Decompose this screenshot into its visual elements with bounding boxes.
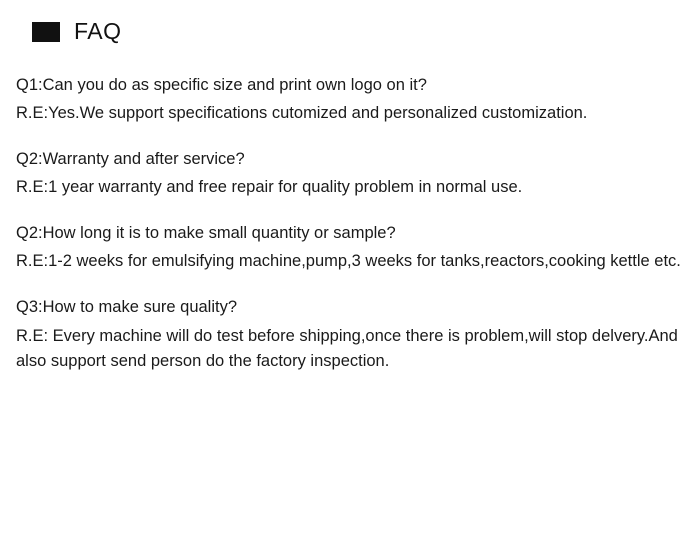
faq-item bbox=[16, 295, 684, 373]
faq-question: Q1:Can you do as specific size and print own logo on it? bbox=[16, 76, 427, 94]
faq-answer: R.E:1-2 weeks for emulsifying machine,pump,3 weeks for tanks,reactors,cooking kettle etc. bbox=[16, 252, 681, 271]
square-bullet-icon bbox=[32, 22, 60, 42]
faq-question: Q2:How long it is to make small quantity or sample? bbox=[16, 224, 396, 243]
faq-item bbox=[16, 147, 684, 200]
faq-header bbox=[16, 20, 684, 43]
faq-list bbox=[16, 73, 684, 374]
faq-item bbox=[16, 221, 684, 274]
page-title: FAQ bbox=[74, 18, 122, 44]
faq-answer: R.E: Every machine will do test before shipping,once there is problem,will stop delvery.And also support send person do the factory inspection. bbox=[16, 326, 678, 370]
faq-answer: R.E:1 year warranty and free repair for quality problem in normal use. bbox=[16, 178, 523, 197]
faq-item bbox=[16, 73, 684, 126]
faq-answer: R.E:Yes.We support specifications cutomized and personalized customization. bbox=[16, 104, 588, 123]
faq-question: Q3:How to make sure quality? bbox=[16, 298, 238, 317]
faq-question: Q2:Warranty and after service? bbox=[16, 150, 245, 169]
